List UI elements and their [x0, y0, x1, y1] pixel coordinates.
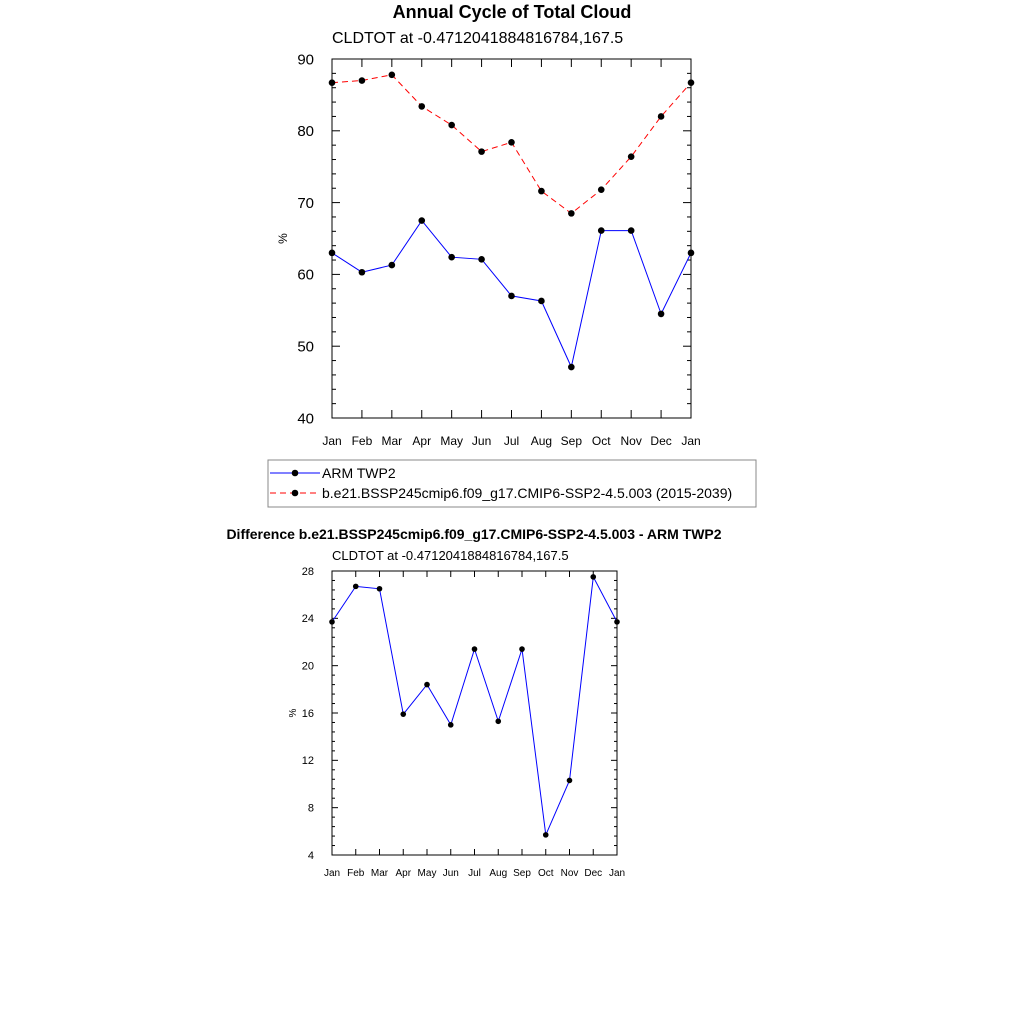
plot-frame	[332, 571, 617, 855]
data-point	[688, 79, 695, 86]
x-tick-label: Mar	[370, 868, 389, 879]
x-tick-label: Feb	[351, 434, 373, 448]
data-point	[543, 832, 549, 838]
legend-label: b.e21.BSSP245cmip6.f09_g17.CMIP6-SSP2-4.5.003 (2015-2039)	[322, 485, 733, 501]
data-point	[418, 217, 425, 224]
data-point	[478, 256, 485, 263]
data-point	[353, 584, 359, 590]
data-point	[377, 586, 383, 592]
data-point	[359, 77, 366, 84]
x-tick-label: Jan	[608, 868, 626, 879]
y-tick-label: 90	[297, 51, 314, 69]
data-point	[329, 79, 336, 86]
data-point	[688, 250, 695, 257]
x-tick-label: Oct	[591, 434, 611, 448]
y-tick-label: 40	[297, 410, 314, 428]
x-tick-label: Jul	[468, 868, 481, 879]
data-point	[519, 646, 525, 652]
legend-marker	[292, 490, 299, 497]
data-point	[508, 139, 515, 146]
x-tick-label: Aug	[489, 868, 508, 879]
data-point	[495, 718, 501, 724]
y-tick-label: 24	[301, 613, 314, 626]
data-point	[614, 619, 620, 625]
x-tick-label: Jan	[323, 868, 341, 879]
x-tick-label: Feb	[347, 868, 365, 879]
data-point	[329, 250, 336, 257]
data-point	[478, 148, 485, 155]
x-tick-label: Dec	[650, 434, 672, 448]
top-chart-subtitle: CLDTOT at -0.4712041884816784,167.5	[332, 30, 624, 47]
data-point	[568, 364, 575, 371]
x-tick-label: Apr	[412, 434, 432, 448]
data-point	[598, 186, 605, 193]
y-tick-label: 8	[307, 802, 314, 815]
y-tick-label: 50	[297, 338, 314, 356]
x-tick-label: Dec	[584, 868, 603, 879]
y-tick-label: 28	[301, 565, 314, 578]
data-point	[389, 71, 396, 78]
data-point	[472, 646, 478, 652]
x-tick-label: Jun	[471, 434, 492, 448]
data-point	[424, 682, 430, 688]
y-tick-label: 80	[297, 123, 314, 141]
x-tick-label: Nov	[560, 868, 579, 879]
x-tick-label: Jan	[681, 434, 701, 448]
main-title: Annual Cycle of Total Cloud	[392, 2, 632, 22]
y-tick-label: 60	[297, 266, 314, 284]
data-point	[538, 298, 545, 305]
data-point	[568, 210, 575, 217]
data-point	[418, 103, 425, 110]
plot-frame	[332, 59, 691, 418]
data-point	[329, 619, 335, 625]
data-point	[538, 188, 545, 195]
data-point	[448, 254, 455, 261]
bottom-chart-subtitle: CLDTOT at -0.4712041884816784,167.5	[332, 548, 569, 563]
x-tick-label: Nov	[620, 434, 642, 448]
x-tick-label: Jan	[322, 434, 342, 448]
data-point	[448, 722, 454, 728]
data-point	[628, 153, 635, 160]
x-tick-label: May	[417, 868, 437, 879]
data-point	[658, 311, 665, 318]
series-line-1	[332, 577, 617, 835]
x-tick-label: Sep	[513, 868, 531, 879]
legend-label: ARM TWP2	[322, 465, 396, 481]
x-tick-label: Jun	[442, 868, 459, 879]
data-point	[359, 269, 366, 276]
chart-2	[329, 571, 620, 855]
x-tick-label: Oct	[537, 868, 554, 879]
y-tick-label: 12	[301, 755, 314, 768]
data-point	[389, 262, 396, 269]
x-tick-label: Jul	[503, 434, 520, 448]
difference-chart-title: Difference b.e21.BSSP245cmip6.f09_g17.CMIP6-SSP2-4.5.003 - ARM TWP2	[226, 526, 722, 542]
data-point	[448, 122, 455, 129]
y-tick-label: 20	[301, 660, 314, 673]
y-axis-label: %	[288, 708, 299, 718]
y-tick-label: 70	[297, 194, 314, 212]
x-tick-label: Mar	[381, 434, 403, 448]
data-point	[567, 778, 573, 784]
x-tick-label: Apr	[395, 868, 412, 879]
y-axis-label: %	[276, 233, 290, 244]
data-point	[658, 113, 665, 120]
data-point	[400, 711, 406, 717]
legend-marker	[292, 470, 299, 477]
x-tick-label: Aug	[530, 434, 553, 448]
data-point	[628, 227, 635, 234]
data-point	[590, 574, 596, 580]
data-point	[598, 227, 605, 234]
x-tick-label: May	[440, 434, 464, 448]
x-tick-label: Sep	[560, 434, 583, 448]
y-tick-label: 4	[307, 849, 314, 862]
data-point	[508, 293, 515, 300]
y-tick-label: 16	[301, 707, 314, 720]
legend	[268, 460, 756, 507]
